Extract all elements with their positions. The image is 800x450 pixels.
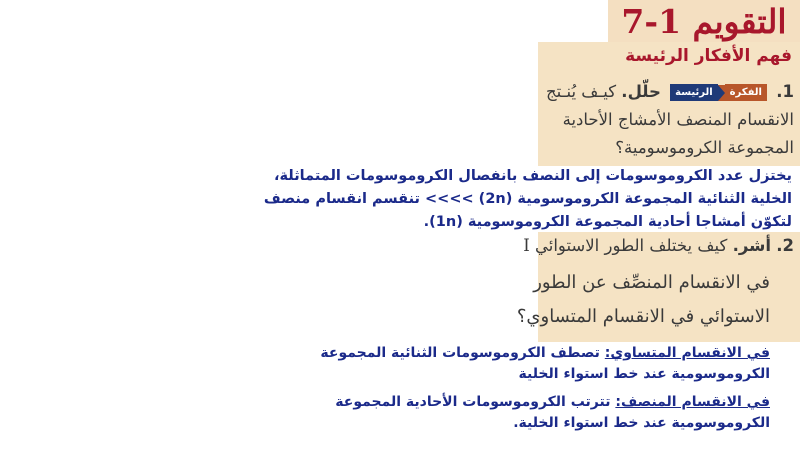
answer2-meiosis-line1 xyxy=(335,394,770,410)
meiosis-label: في الانقسام المنصف: xyxy=(615,394,770,410)
question1-number: 1. xyxy=(776,82,794,101)
main-idea-badge xyxy=(670,84,767,101)
question1-line2: الانقسام المنصف الأمشاج الأحادية xyxy=(562,110,794,129)
question1-line1 xyxy=(546,82,794,101)
answer1-line3: لتكوّن أمشاجا أحادية المجموعة الكروموسومية (1n). xyxy=(423,214,792,230)
question2-verb: أشر. xyxy=(732,236,771,255)
lesson-title: التقويم 1-7 xyxy=(621,1,787,41)
answer1-line2: الخلية الثنائية المجموعة الكروموسومية (2n) >>>> تنقسم انقسام منصف xyxy=(263,191,792,207)
section-subheading: فهم الأفكار الرئيسة xyxy=(625,46,792,66)
question2-number: 2. xyxy=(776,236,794,255)
question2-line1 xyxy=(523,236,794,255)
question2-line3: الاستوائي في الانقسام المتساوي؟ xyxy=(516,306,770,327)
mitosis-text1: تصطف الكروموسومات الثنائية المجموعة xyxy=(320,345,600,361)
question1-text1: كيـف يُنـتج xyxy=(546,82,617,101)
question1-line3: المجموعة الكروموسومية؟ xyxy=(615,138,794,157)
mitosis-label: في الانقسام المتساوي: xyxy=(604,345,770,361)
badge-arrow-icon xyxy=(718,85,725,101)
badge-idea-label: الفكرة xyxy=(725,84,767,101)
badge-main-label: الرئيسة xyxy=(670,84,717,101)
question1-verb: حلّل. xyxy=(621,82,661,101)
question2-text1: كيف يختلف الطور الاستوائي I xyxy=(523,236,728,255)
question2-line2: في الانقسام المنصِّف عن الطور xyxy=(533,272,770,293)
answer1-line1: يختزل عدد الكروموسومات إلى النصف بانفصال الكروموسومات المتماثلة، xyxy=(274,168,792,184)
lesson-title-box xyxy=(608,0,800,42)
answer2-meiosis-line2: الكروموسومية عند خط استواء الخلية. xyxy=(513,415,770,431)
meiosis-text1: تترتب الكروموسومات الأحادية المجموعة xyxy=(335,394,611,410)
answer2-mitosis-line1 xyxy=(320,345,770,361)
answer2-mitosis-line2: الكروموسومية عند خط استواء الخلية xyxy=(518,366,770,382)
